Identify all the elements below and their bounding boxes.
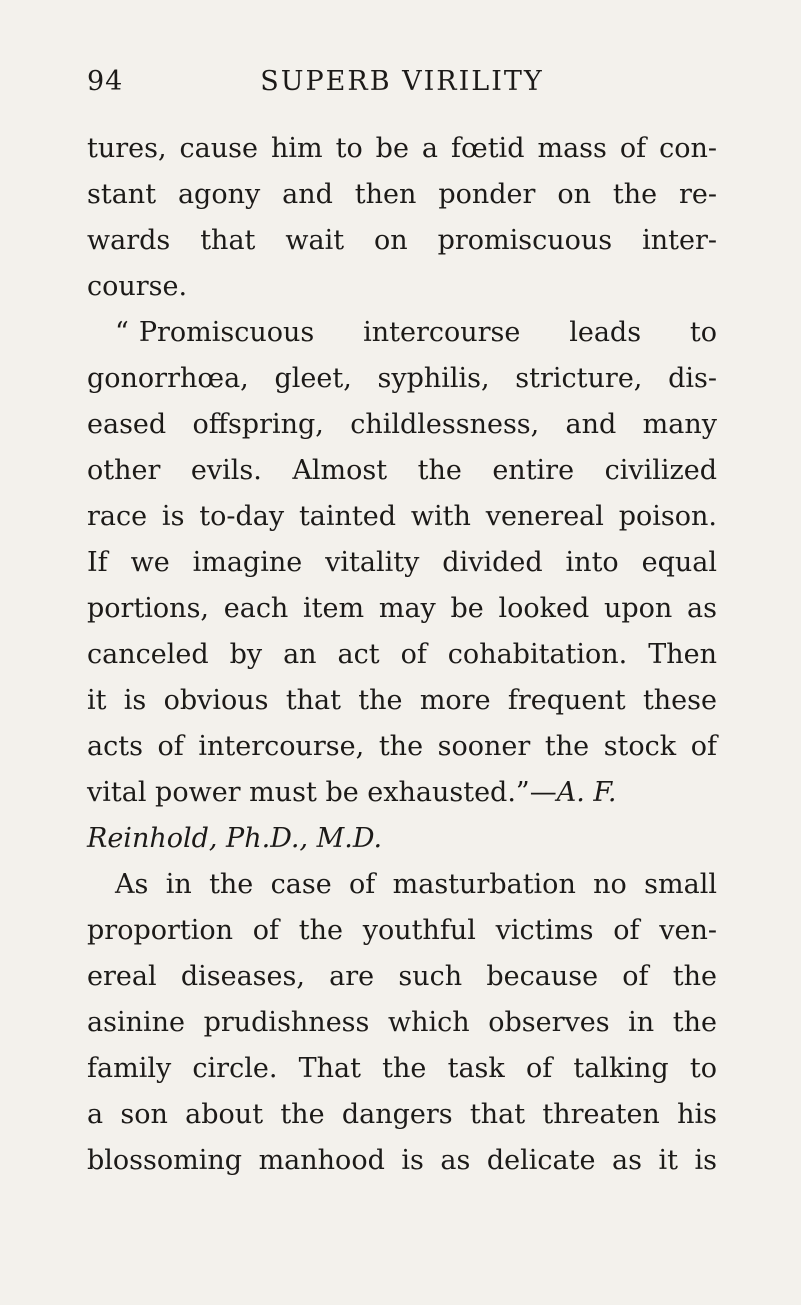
page-header [87, 66, 717, 106]
text-line: If we imagine vitality divided into equal [87, 547, 717, 578]
text-line: gonorrhœa, gleet, syphilis, stricture, dis- [87, 363, 717, 394]
page-number: 94 [87, 66, 124, 97]
text-line: canceled by an act of cohabitation. Then [87, 639, 717, 670]
text-line: other evils. Almost the entire civilized [87, 455, 717, 486]
text-line: a son about the dangers that threaten his [87, 1099, 717, 1130]
text-line: blossoming manhood is as delicate as it is [87, 1145, 717, 1176]
text-line: it is obvious that the more frequent these [87, 685, 717, 716]
body-text [87, 126, 717, 1184]
text-line: race is to-day tainted with venereal poison. [87, 501, 717, 532]
text-line: stant agony and then ponder on the re- [87, 179, 717, 210]
text-line: asinine prudishness which observes in the [87, 1007, 717, 1038]
text-line: vital power must be exhausted.”— [87, 777, 557, 808]
text-line: Promiscuous intercourse leads to [138, 317, 717, 348]
text-line: tures, cause him to be a fœtid mass of con- [87, 133, 717, 164]
text-line: course. [87, 271, 188, 302]
author-credentials: Reinhold, Ph.D., M.D. [87, 823, 383, 854]
text-line-attribution [87, 770, 717, 816]
text-line: portions, each item may be looked upon as [87, 593, 717, 624]
text-line: wards that wait on promiscuous inter- [87, 225, 717, 256]
open-quote: “ [115, 317, 129, 348]
text-line: As in the case of masturbation no small [115, 869, 717, 900]
text-line: proportion of the youthful victims of ven- [87, 915, 717, 946]
text-line: acts of intercourse, the sooner the stock of [87, 731, 717, 762]
text-line: ereal diseases, are such because of the [87, 961, 717, 992]
running-title: SUPERB VIRILITY [260, 66, 544, 97]
author-initials: A. F. [556, 777, 617, 808]
text-line: family circle. That the task of talking to [87, 1053, 717, 1084]
text-line: eased offspring, childlessness, and many [87, 409, 717, 440]
text-line-quote-start [87, 310, 717, 356]
